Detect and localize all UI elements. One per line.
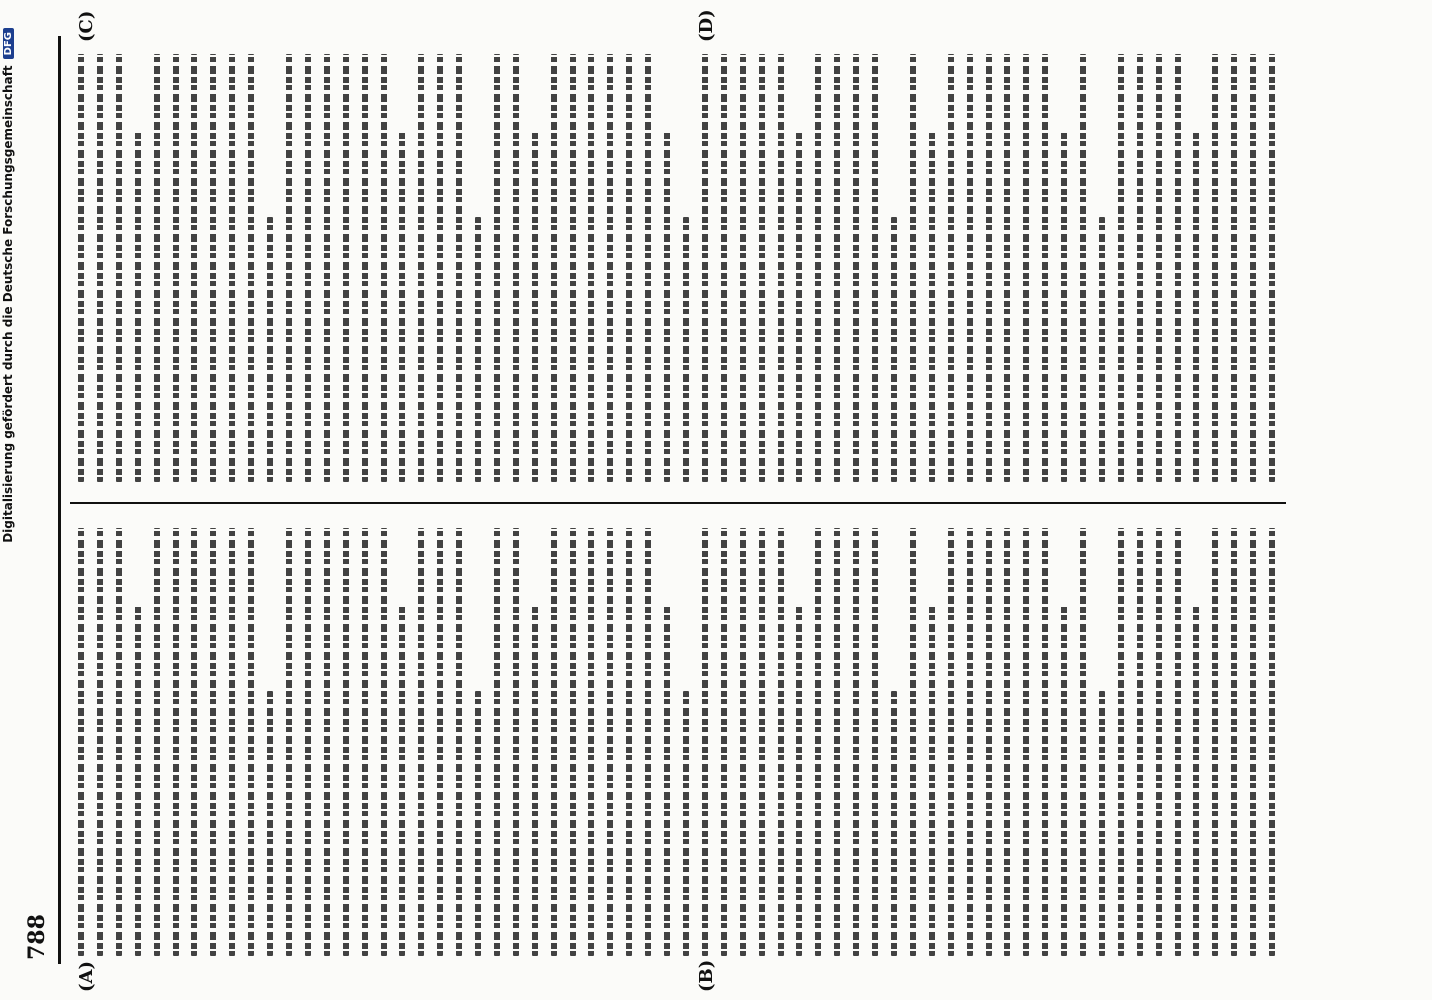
text-line — [362, 528, 368, 956]
text-line — [645, 528, 651, 956]
text-line — [1212, 54, 1218, 482]
text-line — [399, 131, 405, 482]
text-line — [418, 54, 424, 482]
text-column-right — [72, 54, 1282, 482]
text-line — [532, 131, 538, 482]
text-line — [986, 528, 992, 956]
text-line — [210, 528, 216, 956]
text-line — [437, 54, 443, 482]
text-line — [116, 528, 122, 956]
text-line — [154, 528, 160, 956]
dfg-logo-badge: DFG — [3, 28, 14, 59]
text-line — [1231, 54, 1237, 482]
page-number: 788 — [24, 914, 50, 960]
text-line — [135, 131, 141, 482]
text-line — [286, 528, 292, 956]
text-line — [456, 54, 462, 482]
text-line — [1004, 54, 1010, 482]
text-line — [588, 54, 594, 482]
text-line — [135, 605, 141, 956]
column-divider — [70, 502, 1286, 504]
text-line — [891, 691, 897, 956]
header-rule — [58, 36, 61, 964]
text-line — [267, 691, 273, 956]
text-line — [116, 54, 122, 482]
text-line — [551, 54, 557, 482]
text-line — [97, 54, 103, 482]
text-line — [173, 54, 179, 482]
text-line — [948, 528, 954, 956]
text-line — [1004, 528, 1010, 956]
text-line — [229, 528, 235, 956]
text-line — [948, 54, 954, 482]
text-line — [1250, 54, 1256, 482]
text-line — [1193, 605, 1199, 956]
text-line — [1137, 54, 1143, 482]
text-line — [967, 528, 973, 956]
text-line — [1156, 54, 1162, 482]
text-line — [248, 528, 254, 956]
text-line — [626, 54, 632, 482]
text-line — [1137, 528, 1143, 956]
text-line — [872, 54, 878, 482]
text-line — [1156, 528, 1162, 956]
text-line — [78, 54, 84, 482]
text-line — [399, 605, 405, 956]
rotated-document-page — [6, 0, 1326, 1000]
text-line — [645, 54, 651, 482]
text-line — [607, 54, 613, 482]
text-line — [721, 54, 727, 482]
text-line — [494, 54, 500, 482]
margin-marker-c: (C) — [76, 10, 97, 42]
text-line — [1099, 217, 1105, 482]
text-line — [721, 528, 727, 956]
digitization-credit: Digitalisierung gefördert durch die Deutsche Forschungsgemeinschaft — [1, 65, 15, 543]
text-line — [929, 605, 935, 956]
text-line — [475, 217, 481, 482]
text-line — [1023, 54, 1029, 482]
text-line — [1175, 528, 1181, 956]
text-line — [1042, 54, 1048, 482]
text-line — [796, 605, 802, 956]
text-line — [702, 528, 708, 956]
text-line — [588, 528, 594, 956]
text-line — [513, 54, 519, 482]
text-line — [418, 528, 424, 956]
text-line — [513, 528, 519, 956]
text-line — [834, 528, 840, 956]
margin-marker-d: (D) — [696, 9, 717, 42]
text-line — [1061, 131, 1067, 482]
text-line — [1080, 528, 1086, 956]
text-line — [796, 131, 802, 482]
text-line — [910, 528, 916, 956]
text-line — [815, 528, 821, 956]
text-line — [1118, 54, 1124, 482]
text-line — [78, 528, 84, 956]
text-line — [853, 54, 859, 482]
text-line — [1175, 54, 1181, 482]
text-line — [834, 54, 840, 482]
text-line — [1269, 528, 1275, 956]
text-line — [778, 54, 784, 482]
text-line — [381, 528, 387, 956]
text-line — [154, 54, 160, 482]
text-line — [910, 54, 916, 482]
text-line — [1193, 131, 1199, 482]
margin-marker-a: (A) — [76, 961, 97, 992]
text-line — [740, 54, 746, 482]
text-line — [305, 54, 311, 482]
text-line — [210, 54, 216, 482]
text-line — [1250, 528, 1256, 956]
text-line — [815, 54, 821, 482]
text-line — [1080, 54, 1086, 482]
text-line — [967, 54, 973, 482]
text-line — [1061, 605, 1067, 956]
text-line — [286, 54, 292, 482]
text-line — [570, 528, 576, 956]
text-line — [305, 528, 311, 956]
text-line — [1099, 691, 1105, 956]
margin-marker-b: (B) — [696, 959, 717, 992]
text-line — [173, 528, 179, 956]
text-line — [191, 54, 197, 482]
text-line — [683, 691, 689, 956]
text-line — [362, 54, 368, 482]
text-line — [664, 605, 670, 956]
text-line — [929, 131, 935, 482]
text-line — [248, 54, 254, 482]
text-line — [1231, 528, 1237, 956]
text-line — [1212, 528, 1218, 956]
text-line — [664, 131, 670, 482]
text-line — [1042, 528, 1048, 956]
text-line — [853, 528, 859, 956]
text-line — [437, 528, 443, 956]
text-line — [891, 217, 897, 482]
text-line — [778, 528, 784, 956]
text-line — [551, 528, 557, 956]
text-line — [191, 528, 197, 956]
page-header — [20, 40, 54, 960]
text-line — [702, 54, 708, 482]
text-line — [1023, 528, 1029, 956]
text-line — [872, 528, 878, 956]
text-line — [1269, 54, 1275, 482]
text-line — [607, 528, 613, 956]
text-line — [740, 528, 746, 956]
text-line — [759, 528, 765, 956]
text-line — [381, 54, 387, 482]
text-line — [570, 54, 576, 482]
text-line — [97, 528, 103, 956]
text-line — [324, 54, 330, 482]
text-line — [759, 54, 765, 482]
text-line — [324, 528, 330, 956]
text-line — [683, 217, 689, 482]
text-line — [229, 54, 235, 482]
text-line — [343, 54, 349, 482]
text-column-left — [72, 528, 1282, 956]
text-line — [494, 528, 500, 956]
text-line — [626, 528, 632, 956]
digitization-credit-strip — [0, 0, 18, 1000]
text-line — [532, 605, 538, 956]
text-line — [456, 528, 462, 956]
text-line — [267, 217, 273, 482]
text-line — [1118, 528, 1124, 956]
text-line — [343, 528, 349, 956]
text-line — [475, 691, 481, 956]
text-line — [986, 54, 992, 482]
